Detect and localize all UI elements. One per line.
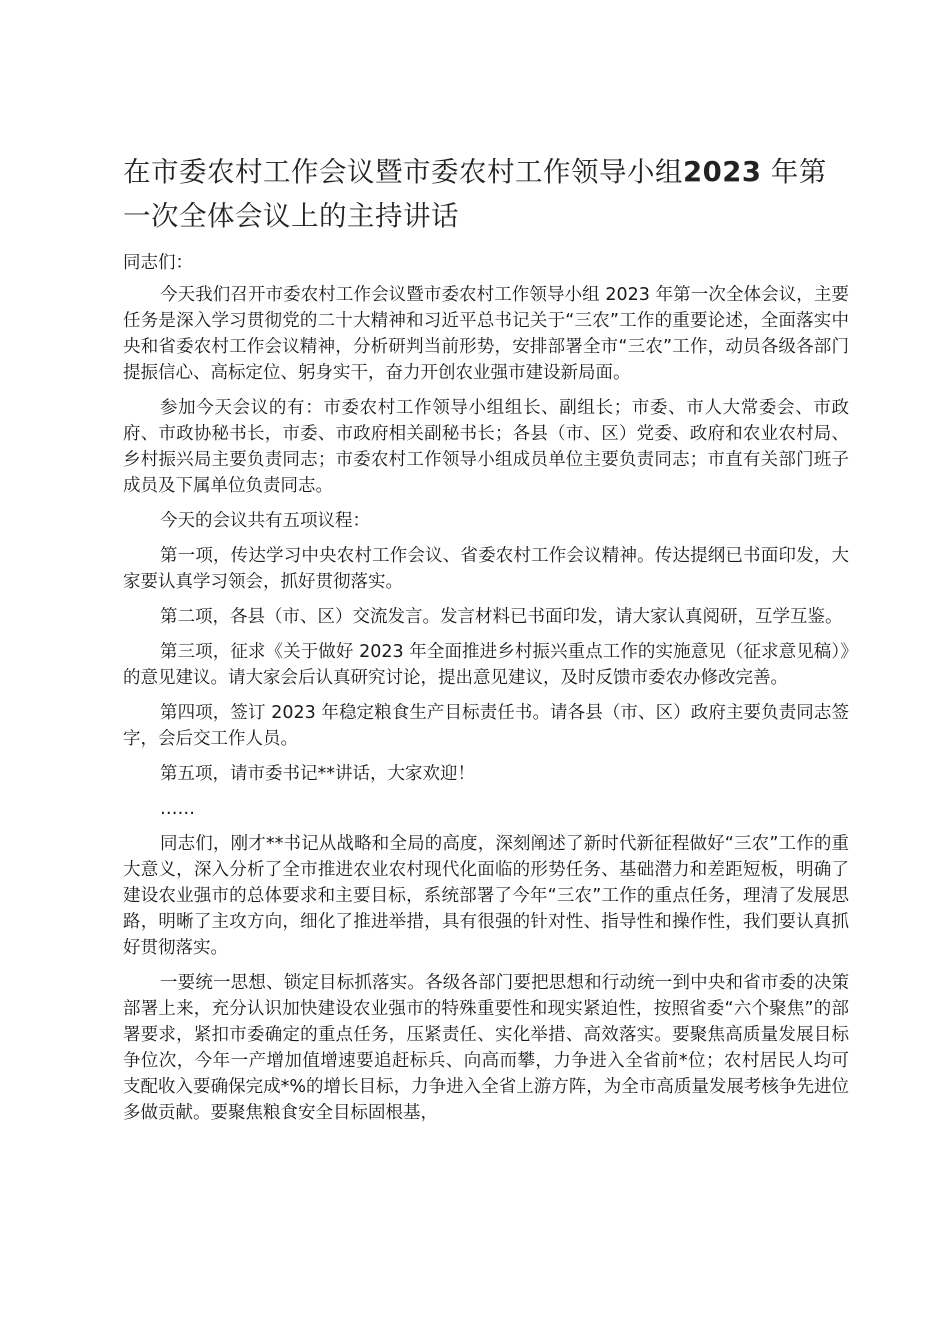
paragraph-agenda-intro: 今天的会议共有五项议程： <box>160 511 370 531</box>
paragraph-agenda-item-5: 第五项，请市委书记**讲话，大家欢迎！ <box>160 764 475 784</box>
paragraph-agenda-item-1: 第一项，传达学习中央农村工作会议、省委农村工作会议精神。传达提纲已书面印发，大家要认真学习领会，抓好贯彻落实。 <box>123 546 849 592</box>
paragraph-summary: 同志们，刚才**书记从战略和全局的高度，深刻阐述了新时代新征程做好“三农”工作的重大意义，深入分析了全市推进农业农村现代化面临的形势任务、基础潜力和差距短板，明确了建设农业强市的总体要求和主要目标，系统部署了今年“三农”工作的重点任务，理清了发展思路，明晰了主攻方向，细化了推进举措，具有很强的针对性、指导性和操作性，我们要认真抓好贯彻落实。 <box>123 834 849 958</box>
paragraph-agenda-item-3: 第三项，征求《关于做好 2023 年全面推进乡村振兴重点工作的实施意见（征求意见稿）》的意见建议。请大家会后认真研究讨论，提出意见建议，及时反馈市委农办修改完善。 <box>123 642 849 688</box>
title-part2: 年第一次全体会议上的主持讲话 <box>123 156 827 232</box>
paragraph-agenda-item-4: 第四项，签订 2023 年稳定粮食生产目标责任书。请各县（市、区）政府主要负责同志签字，会后交工作人员。 <box>123 703 849 749</box>
document-title <box>123 150 849 238</box>
paragraph-agenda-item-2: 第二项，各县（市、区）交流发言。发言材料已书面印发，请大家认真阅研，互学互鉴。 <box>160 607 843 627</box>
paragraph-attendees: 参加今天会议的有：市委农村工作领导小组组长、副组长；市委、市人大常委会、市政府、市政协秘书长，市委、市政府相关副秘书长；各县（市、区）党委、政府和农业农村局、乡村振兴局主要负责同志；市委农村工作领导小组成员单位主要负责同志；市直有关部门班子成员及下属单位负责同志。 <box>123 398 849 496</box>
title-part1: 在市委农村工作会议暨市委农村工作领导小组 <box>123 156 683 188</box>
paragraph-point-1: 一要统一思想、锁定目标抓落实。各级各部门要把思想和行动统一到中央和省市委的决策部署上来，充分认识加快建设农业强市的特殊重要性和现实紧迫性，按照省委“六个聚焦”的部署要求，紧扣市委确定的重点任务，压紧责任、实化举措、高效落实。要聚焦高质量发展目标争位次，今年一产增加值增速要追赶标兵、向高而攀，力争进入全省前*位；农村居民人均可支配收入要确保完成*%的增长目标，力争进入全省上游方阵，为全市高质量发展考核争先进位多做贡献。要聚焦粮食安全目标固根基， <box>123 973 849 1123</box>
document-page <box>123 150 849 1135</box>
paragraph-ellipsis: …… <box>160 799 195 819</box>
title-year: 2023 <box>683 156 762 188</box>
salutation: 同志们： <box>123 253 193 273</box>
paragraph-opening: 今天我们召开市委农村工作会议暨市委农村工作领导小组 2023 年第一次全体会议，主要任务是深入学习贯彻党的二十大精神和习近平总书记关于“三农”工作的重要论述，全面落实中央和省委农村工作会议精神，分析研判当前形势，安排部署全市“三农”工作，动员各级各部门提振信心、高标定位、躬身实干，奋力开创农业强市建设新局面。 <box>123 285 849 383</box>
